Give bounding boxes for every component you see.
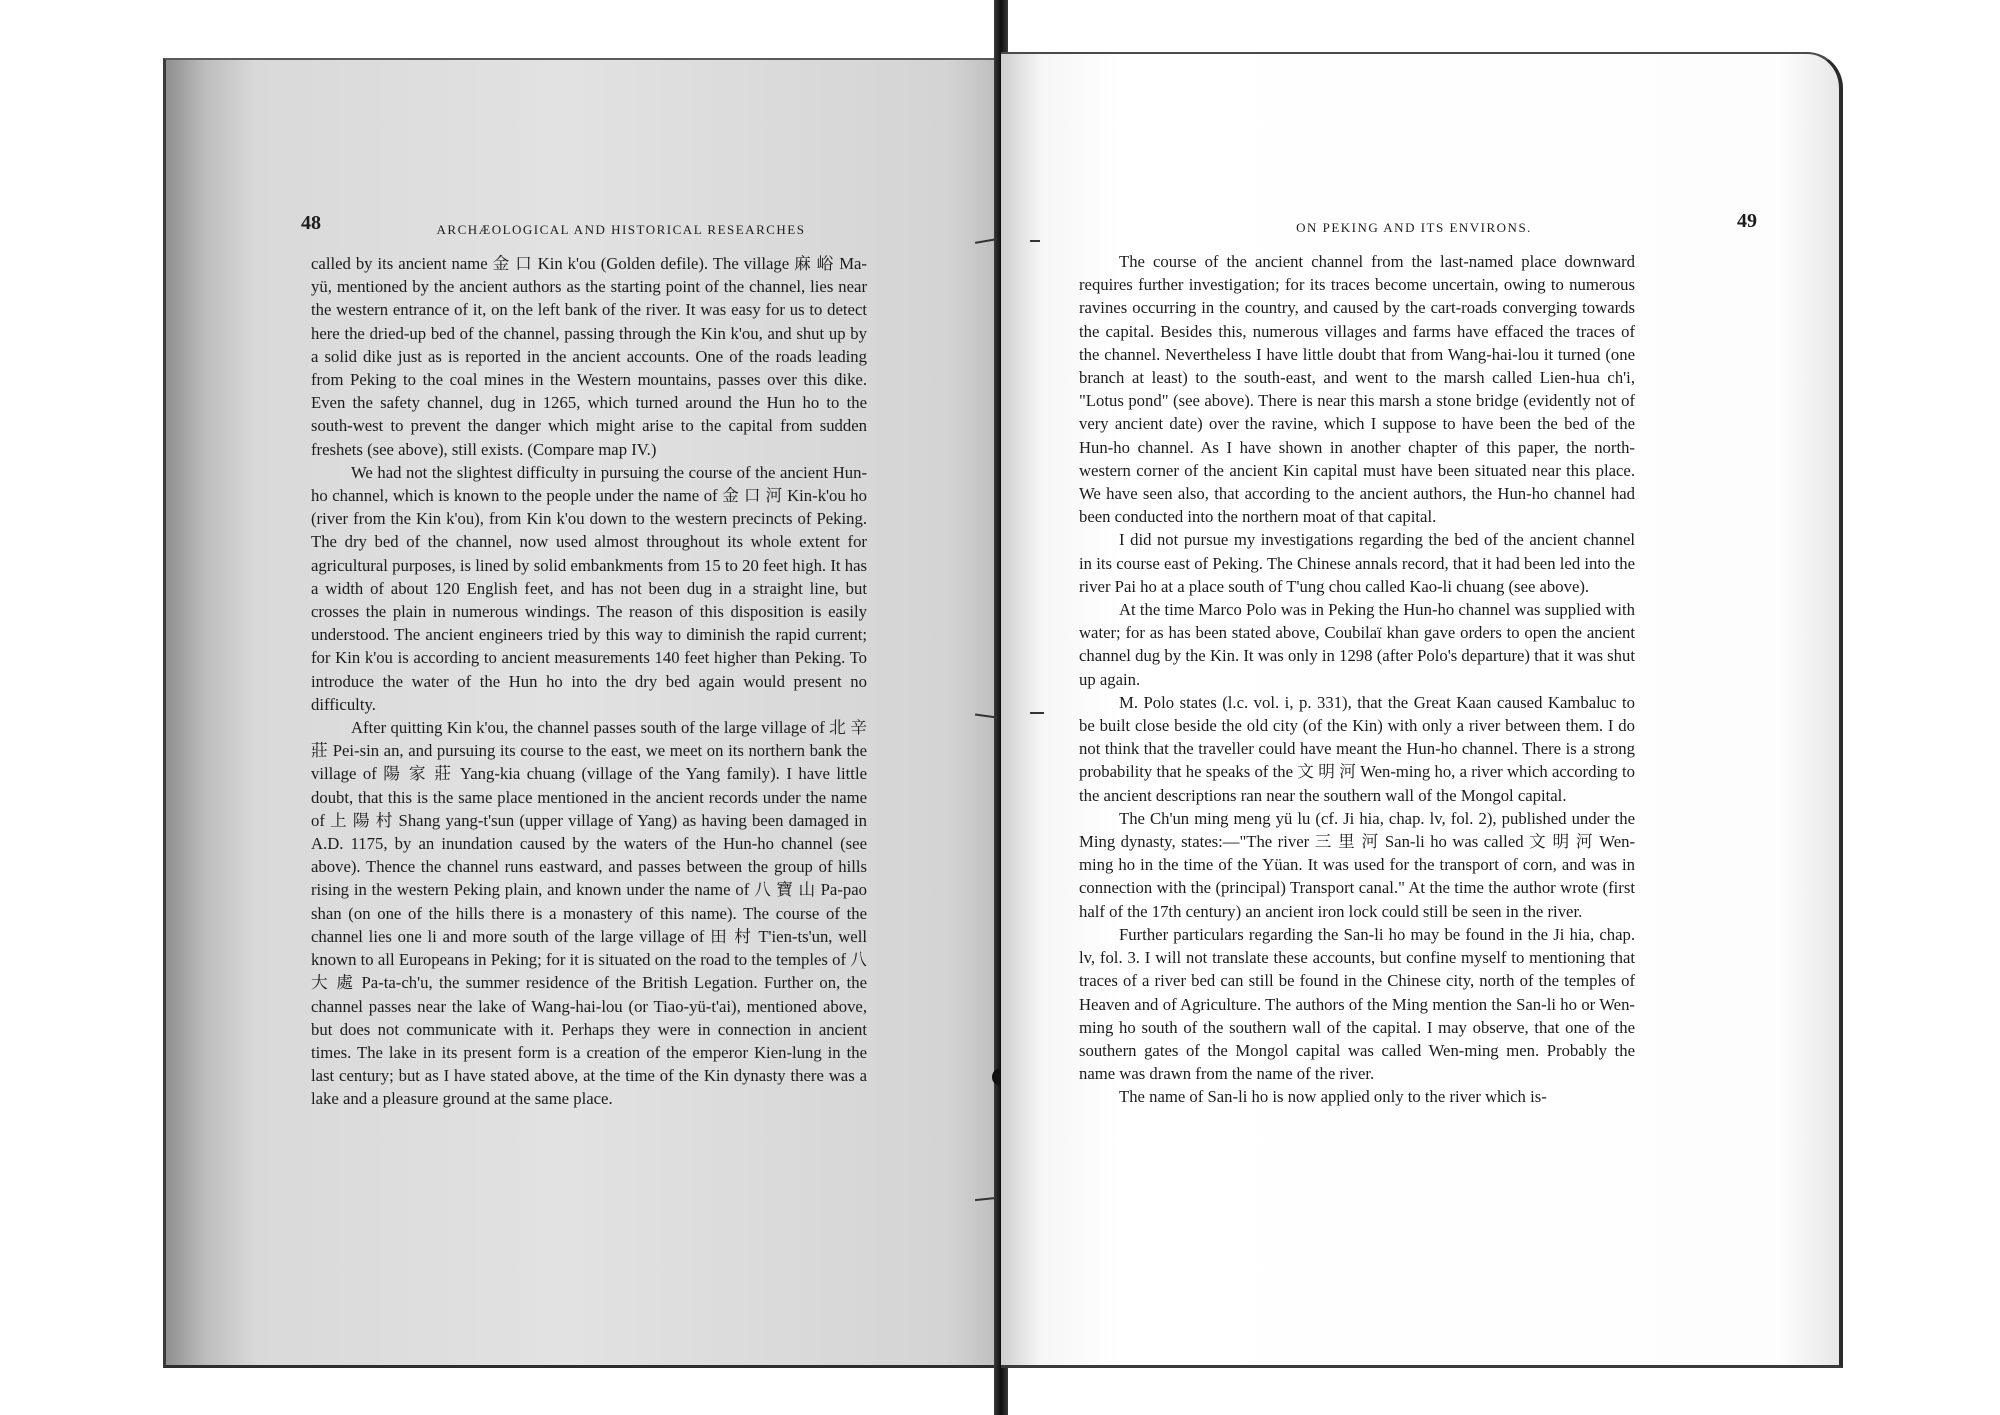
left-page	[163, 58, 1001, 1368]
left-paragraph-3: After quitting Kin k'ou, the channel passes south of the large village of 北 辛 莊 Pei-sin an, and pursuing its course to the east, we meet on its northern bank the village of 陽 家 莊 Yang-kia chuang (village of the Yang family). I have little doubt, that this is the same place mentioned in the ancient records under the name of 上 陽 村 Shang yang-t'sun (upper village of Yang) as having been damaged in A.D. 1175, by an inundation caused by the waters of the Hun-ho channel (see above). Thence the channel runs eastward, and passes between the group of hills rising in the western Peking plain, and known under the name of 八 寶 山 Pa-pao shan (on one of the hills there is a monastery of this name). The course of the channel lies one li and more south of the large village of 田 村 T'ien-ts'un, well known to all Europeans in Peking; for it is situated on the road to the temples of 八 大 處 Pa-ta-ch'u, the summer residence of the British Legation. Further on, the channel passes near the lake of Wang-hai-lou (or Tiao-yü-t'ai), mentioned above, but does not communicate with it. Perhaps they were in connection in ancient times. The lake in its present form is a creation of the emperor Kien-lung in the last century; but as I have stated above, at the time of the Kin dynasty there was a lake and a pleasure ground at the same place.	[311, 718, 867, 1109]
right-paragraph-4: M. Polo states (l.c. vol. i, p. 331), that the Great Kaan caused Kambaluc to be built close beside the old city (of the Kin) with only a river between them. I do not think that the traveller could have meant the Hun-ho channel. There is a strong probability that he speaks of the 文 明 河 Wen-ming ho, a river which according to the ancient descriptions ran near the southern wall of the Mongol capital.	[1079, 692, 1635, 805]
left-paragraph-2: We had not the slightest difficulty in pursuing the course of the ancient Hun-ho channel, which is known to the people under the name of 金 口 河 Kin-k'ou ho (river from the Kin k'ou), from Kin k'ou down to the western precincts of Peking. The dry bed of the channel, now used almost throughout its whole extent for agricultural purposes, is lined by solid embankments from 15 to 20 feet high. It has a width of about 120 English feet, and has not been dug in a straight line, but crosses the plain in numerous windings. The reason of this disposition is easily understood. The ancient engineers tried by this way to diminish the rapid current; for Kin k'ou is according to ancient measurements 140 feet higher than Peking. To introduce the water of the Hun ho into the dry bed again would present no difficulty.	[311, 462, 867, 714]
left-paragraph-1: called by its ancient name 金 口 Kin k'ou (Golden defile). The village 麻 峪 Ma-yü, mentioned by the ancient authors as the starting point of the channel, lies near the western entrance of it, on the left bank of the river. It was easy for us to detect here the dried-up bed of the channel, passing through the Kin k'ou, and shut up by a solid dike just as is reported in the ancient accounts. One of the roads leading from Peking to the coal mines in the Western mountains, passes over this dike. Even the safety channel, dug in 1265, which turned around the Hun ho to the south-west to prevent the danger which might arise to the capital from sudden freshets (see above), still exists. (Compare map IV.)	[311, 254, 867, 459]
right-paragraph-3: At the time Marco Polo was in Peking the Hun-ho channel was supplied with water; for as has been stated above, Coubilaï khan gave orders to open the ancient channel dug by the Kin. It was only in 1298 (after Polo's departure) that it was shut up again.	[1079, 600, 1635, 689]
right-running-head: ON PEKING AND ITS ENVIRONS.	[1296, 220, 1532, 235]
right-paragraph-6: Further particulars regarding the San-li ho may be found in the Ji hia, chap. lv, fol. 3. I will not translate these accounts, but confine myself to mentioning that traces of a river bed can still be found in the Chinese city, north of the temples of Heaven and of Agriculture. The authors of the Ming mention the San-li ho or Wen-ming ho south of the southern wall of the capital. I may observe, that one of the southern gates of the Mongol capital was called Wen-ming men. Probably the name was drawn from the name of the river.	[1079, 924, 1635, 1084]
margin-mark	[1030, 712, 1044, 714]
right-paragraph-5: The Ch'un ming meng yü lu (cf. Ji hia, chap. lv, fol. 2), published under the Ming dynasty, states:—"The river 三 里 河 San-li ho was called 文 明 河 Wen-ming ho in the time of the Yüan. It was used for the transport of corn, and was in connection with the (principal) Transport canal." At the time the author wrote (first half of the 17th century) an ancient iron lock could still be seen in the river.	[1079, 808, 1635, 921]
left-page-number: 48	[301, 212, 321, 234]
left-running-head: ARCHÆOLOGICAL AND HISTORICAL RESEARCHES	[436, 222, 806, 237]
right-paragraph-1: The course of the ancient channel from the last-named place downward requires further investigation; for its traces become uncertain, owing to numerous ravines occurring in the country, and caused by the cart-roads converging towards the capital. Besides this, numerous villages and farms have effaced the traces of the channel. Nevertheless I have little doubt that from Wang-hai-lou it turned (one branch at least) to the south-east, and went to the marsh called Lien-hua ch'i, "Lotus pond" (see above). There is near this marsh a stone bridge (evidently not of very ancient date) over the ravine, which I suppose to have been the bed of the Hun-ho channel. As I have shown in another chapter of this paper, the north-western corner of the ancient Kin capital must have been situated near this place. We have seen also, that according to the ancient authors, the Hun-ho channel had been conducted into the northern moat of that capital.	[1079, 252, 1635, 527]
right-page-number: 49	[1737, 210, 1757, 232]
right-text-block	[1079, 250, 1635, 1109]
right-page-header	[1079, 210, 1757, 242]
left-page-header	[301, 212, 931, 244]
right-paragraph-7: The name of San-li ho is now applied only to the river which is-	[1119, 1087, 1547, 1107]
margin-mark	[1030, 240, 1040, 242]
right-paragraph-2: I did not pursue my investigations regarding the bed of the ancient channel in its course east of Peking. The Chinese annals record, that it had been led into the river Pai ho at a place south of T'ung chou called Kao-li chuang (see above).	[1079, 530, 1635, 596]
left-text-block	[311, 252, 867, 1111]
right-page	[1001, 52, 1843, 1368]
